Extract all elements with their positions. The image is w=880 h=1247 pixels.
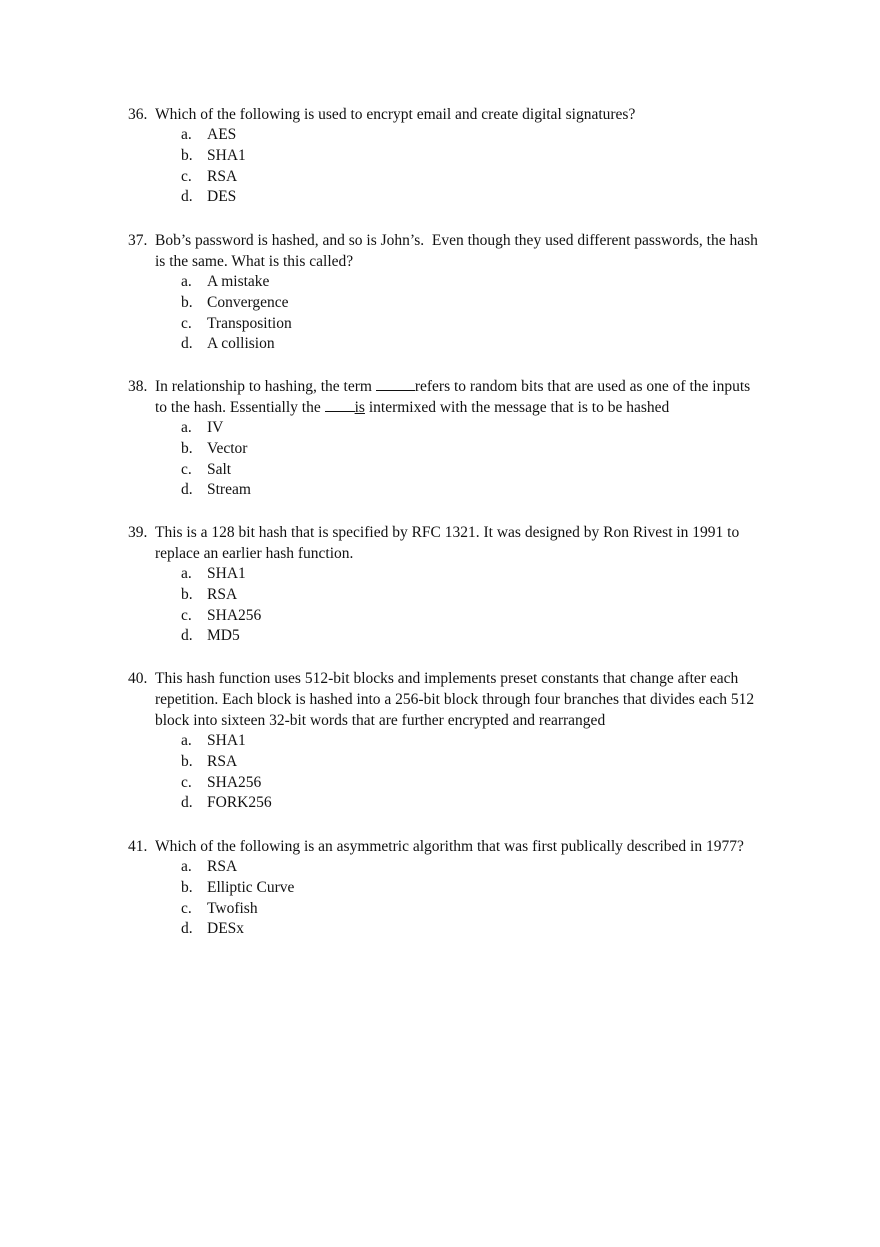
question-text: Which of the following is used to encrypt email and create digital signatures? (155, 106, 636, 123)
option-letter: d. (181, 794, 193, 812)
option-letter: d. (181, 335, 193, 353)
answer-option (128, 146, 778, 167)
answer-option (128, 752, 778, 773)
option-letter: b. (181, 293, 193, 311)
answer-option (128, 334, 778, 355)
option-text: Salt (207, 460, 232, 478)
question-text: Which of the following is an asymmetric algorithm that was first publically described in 1977? (155, 838, 744, 855)
answer-option (128, 606, 778, 627)
question-line (155, 378, 750, 395)
answer-option (128, 919, 778, 940)
fill-in-blank-underlined (325, 399, 365, 416)
option-text: DESx (207, 920, 245, 938)
question-text (155, 230, 778, 272)
option-letter: a. (181, 858, 192, 875)
answer-option (128, 187, 778, 208)
answer-option (128, 878, 778, 899)
question-line: repetition. Each block is hashed into a 256-bit block through four branches that divides each 512 (155, 691, 755, 708)
question-text (155, 522, 778, 564)
option-letter: c. (181, 460, 192, 478)
answer-option (128, 272, 778, 293)
answer-option (128, 773, 778, 794)
question-text (155, 376, 778, 418)
option-text: RSA (207, 167, 238, 185)
option-text: Twofish (207, 899, 258, 917)
option-text: IV (207, 419, 224, 436)
option-text: RSA (207, 752, 238, 770)
question-36 (128, 104, 778, 208)
answer-option (128, 899, 778, 920)
option-letter: c. (181, 606, 192, 624)
option-text: Transposition (207, 314, 292, 332)
answer-options (128, 125, 778, 208)
question-number: 40. (128, 670, 148, 687)
option-text: SHA1 (207, 146, 246, 164)
option-letter: d. (181, 627, 193, 645)
option-letter: b. (181, 752, 193, 770)
question-number: 37. (128, 232, 148, 249)
answer-option (128, 314, 778, 335)
question-number: 36. (128, 106, 148, 123)
question-number: 39. (128, 524, 148, 541)
option-letter: a. (181, 732, 192, 749)
answer-option (128, 293, 778, 314)
question-39 (128, 522, 778, 647)
question-fragment: refers to random bits that are used as one of the inputs (414, 378, 751, 395)
option-text: DES (207, 188, 237, 206)
question-line: replace an earlier hash function. (155, 545, 354, 562)
question-line: is the same. What is this called? (155, 253, 354, 270)
option-text: SHA1 (207, 732, 246, 749)
answer-options (128, 418, 778, 501)
option-letter: c. (181, 314, 192, 332)
option-text: SHA256 (207, 606, 262, 624)
question-41 (128, 836, 778, 940)
option-text: Vector (207, 439, 248, 457)
fill-in-blank (376, 376, 415, 391)
option-letter: d. (181, 481, 193, 499)
option-text: A mistake (207, 273, 270, 290)
option-text: Elliptic Curve (207, 878, 295, 896)
question-text (155, 668, 778, 731)
answer-option (128, 626, 778, 647)
question-line: This is a 128 bit hash that is specified by RFC 1321. It was designed by Ron Rivest in 1991 to (155, 524, 740, 541)
underlined-word: is (354, 399, 365, 416)
question-fragment: In relationship to hashing, the term (155, 378, 376, 395)
question-line (155, 399, 669, 416)
option-letter: a. (181, 126, 192, 143)
option-text: RSA (207, 858, 238, 875)
question-line: Bob’s password is hashed, and so is John’s. Even though they used different passwords, the hash (155, 232, 758, 249)
option-letter: c. (181, 899, 192, 917)
option-text: Convergence (207, 293, 289, 311)
option-letter: a. (181, 419, 192, 436)
answer-option (128, 731, 778, 752)
answer-option (128, 418, 778, 439)
option-letter: d. (181, 188, 193, 206)
answer-option (128, 460, 778, 481)
answer-options (128, 731, 778, 814)
answer-options (128, 857, 778, 940)
question-line: This hash function uses 512-bit blocks and implements preset constants that change after each (155, 670, 739, 687)
answer-option (128, 167, 778, 188)
option-letter: d. (181, 920, 193, 938)
option-text: Stream (207, 481, 251, 499)
answer-option (128, 793, 778, 814)
option-text: SHA1 (207, 565, 246, 582)
question-number: 41. (128, 838, 148, 855)
option-letter: a. (181, 273, 192, 290)
question-number: 38. (128, 378, 148, 395)
answer-option (128, 480, 778, 501)
answer-option (128, 125, 778, 146)
answer-options (128, 564, 778, 647)
question-40 (128, 668, 778, 814)
option-letter: c. (181, 773, 192, 791)
question-fragment: intermixed with the message that is to be hashed (364, 399, 670, 416)
question-line: block into sixteen 32-bit words that are further encrypted and rearranged (155, 712, 606, 729)
option-text: AES (207, 126, 237, 143)
option-text: FORK256 (207, 794, 272, 812)
question-37 (128, 230, 778, 355)
option-letter: b. (181, 146, 193, 164)
option-text: MD5 (207, 627, 240, 645)
question-38 (128, 376, 778, 501)
option-text: RSA (207, 585, 238, 603)
option-letter: c. (181, 167, 192, 185)
option-text: A collision (207, 335, 275, 353)
option-text: SHA256 (207, 773, 262, 791)
option-letter: a. (181, 565, 192, 582)
option-letter: b. (181, 878, 193, 896)
question-fragment: to the hash. Essentially the (155, 399, 325, 416)
answer-option (128, 857, 778, 878)
answer-option (128, 585, 778, 606)
answer-options (128, 272, 778, 355)
option-letter: b. (181, 585, 193, 603)
answer-option (128, 564, 778, 585)
answer-option (128, 439, 778, 460)
option-letter: b. (181, 439, 193, 457)
